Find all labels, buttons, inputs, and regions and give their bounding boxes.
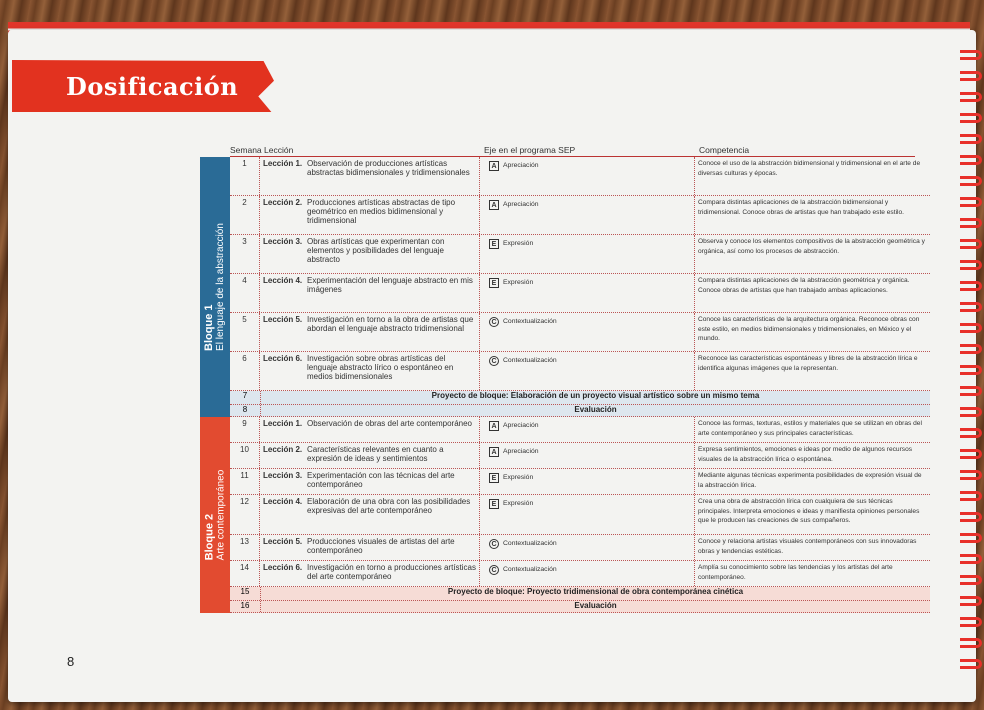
table-row xyxy=(230,561,930,587)
spiral-coil xyxy=(960,512,982,522)
lesson-text: Observación de obras del arte contemporáneo xyxy=(307,419,472,428)
table-row xyxy=(230,196,930,235)
lesson-number: Lección 6. xyxy=(263,354,303,363)
lesson-cell xyxy=(260,235,480,273)
competence-text: Amplía su conocimiento sobre las tendencias y los artistas del arte contemporáneo. xyxy=(698,564,893,581)
spiral-coil xyxy=(960,71,982,81)
lesson-text: Experimentación del lenguaje abstracto en mis imágenes xyxy=(307,276,473,294)
lesson-number: Lección 1. xyxy=(263,419,303,428)
expresion-icon: E xyxy=(489,239,499,249)
week-number: 1 xyxy=(230,157,260,195)
axis-label: Contextualización xyxy=(503,540,557,547)
lesson-number: Lección 4. xyxy=(263,497,303,506)
lesson-number: Lección 6. xyxy=(263,563,303,572)
lesson-text: Producciones artísticas abstractas de tipo geométrico en medios bidimensional y tridimensional xyxy=(307,198,456,225)
bloque-text xyxy=(204,470,226,561)
week-number: 5 xyxy=(230,313,260,351)
lesson-cell xyxy=(260,352,480,390)
axis-cell xyxy=(480,469,695,494)
spiral-coil xyxy=(960,428,982,438)
table-row xyxy=(230,469,930,495)
week-number: 2 xyxy=(230,196,260,234)
expresion-icon: E xyxy=(489,499,499,509)
bloque-text xyxy=(204,223,226,351)
lesson-number: Lección 5. xyxy=(263,315,303,324)
lesson-cell xyxy=(260,469,480,494)
spiral-coil xyxy=(960,491,982,501)
lesson-number: Lección 2. xyxy=(263,198,303,207)
table-span-row xyxy=(230,587,930,601)
spiral-coil xyxy=(960,386,982,396)
week-number: 8 xyxy=(230,405,261,416)
lesson-number: Lección 5. xyxy=(263,537,303,546)
axis-cell xyxy=(480,561,695,586)
axis-cell xyxy=(480,443,695,468)
axis-label: Contextualización xyxy=(503,566,557,573)
lesson-cell xyxy=(260,495,480,534)
axis-label: Expresión xyxy=(503,500,534,507)
week-number: 3 xyxy=(230,235,260,273)
apreciacion-icon: A xyxy=(489,161,499,171)
table-header xyxy=(200,143,930,157)
lesson-number: Lección 3. xyxy=(263,471,303,480)
spiral-coil xyxy=(960,218,982,228)
competence-text: Conoce las características de la arquitectura orgánica. Reconoce obras con este estilo, en medios bidimensionales y tridimensionales, en México y el mundo. xyxy=(698,316,920,342)
competence-text: Compara distintas aplicaciones de la abstracción bidimensional y tridimensional. Conoce obras de artistas que han trabajado este estilo. xyxy=(698,199,904,216)
header-competence: Competencia xyxy=(695,143,915,157)
lesson-cell xyxy=(260,561,480,586)
header-axis: Eje en el programa SEP xyxy=(480,143,695,157)
axis-label: Expresión xyxy=(503,240,534,247)
lesson-cell xyxy=(260,443,480,468)
table-row xyxy=(230,235,930,274)
contextualizacion-icon: C xyxy=(489,565,499,575)
spiral-coil xyxy=(960,92,982,102)
week-number: 12 xyxy=(230,495,260,534)
spiral-coil xyxy=(960,260,982,270)
lesson-text: Investigación en torno a producciones artísticas del arte contemporáneo xyxy=(307,563,476,581)
bloque-label-1 xyxy=(200,157,230,417)
expresion-icon: E xyxy=(489,278,499,288)
lesson-text: Observación de producciones artísticas abstractas bidimensionales y tridimensionales xyxy=(307,159,470,177)
lesson-cell xyxy=(260,274,480,312)
spiral-coil xyxy=(960,449,982,459)
apreciacion-icon: A xyxy=(489,447,499,457)
week-number: 16 xyxy=(230,601,261,612)
spiral-coil xyxy=(960,344,982,354)
spiral-coil xyxy=(960,50,982,60)
week-number: 4 xyxy=(230,274,260,312)
table-row xyxy=(230,535,930,561)
apreciacion-icon: A xyxy=(489,200,499,210)
spiral-coil xyxy=(960,176,982,186)
table-row xyxy=(230,157,930,196)
table-span-row xyxy=(230,601,930,613)
lesson-text: Investigación sobre obras artísticas del lenguaje abstracto lírico o espontáneo en medios bidimensionales xyxy=(307,354,454,381)
lesson-cell xyxy=(260,535,480,560)
competence-text: Reconoce las características espontáneas y libres de la abstracción lírica e identifica algunas imágenes que la representan. xyxy=(698,355,918,372)
competence-text: Observa y conoce los elementos compositivos de la abstracción geométrica y orgánica, así como los procesos de abstracción. xyxy=(698,238,925,255)
lesson-cell xyxy=(260,196,480,234)
bloque-title: Bloque 2 xyxy=(203,513,215,561)
week-number: 14 xyxy=(230,561,260,586)
competence-text: Expresa sentimientos, emociones e ideas por medio de algunos recursos visuales de la abstracción lírica o espontánea. xyxy=(698,446,913,463)
axis-label: Apreciación xyxy=(503,162,539,169)
table-row xyxy=(230,274,930,313)
lesson-cell xyxy=(260,157,480,195)
bloque-subtitle: El lenguaje de la abstracción xyxy=(215,223,226,351)
lesson-number: Lección 1. xyxy=(263,159,303,168)
contextualizacion-icon: C xyxy=(489,539,499,549)
spiral-coil xyxy=(960,638,982,648)
expresion-icon: E xyxy=(489,473,499,483)
span-text: Evaluación xyxy=(574,405,617,414)
lesson-text: Elaboración de una obra con las posibilidades expresivas del arte contemporáneo xyxy=(307,497,471,515)
axis-cell xyxy=(480,274,695,312)
competence-text: Conoce el uso de la abstracción bidimensional y tridimensional en el arte de diversas culturas y épocas. xyxy=(698,160,921,177)
spiral-coil xyxy=(960,596,982,606)
spiral-coil xyxy=(960,533,982,543)
axis-label: Expresión xyxy=(503,474,534,481)
page-number: 8 xyxy=(67,654,75,669)
contextualizacion-icon: C xyxy=(489,317,499,327)
competence-text: Mediante algunas técnicas experimenta posibilidades de expresión visual de la abstracción lírica. xyxy=(698,472,922,489)
spiral-coil xyxy=(960,575,982,585)
week-number: 11 xyxy=(230,469,260,494)
lesson-number: Lección 4. xyxy=(263,276,303,285)
spiral-coil xyxy=(960,617,982,627)
axis-label: Apreciación xyxy=(503,448,539,455)
axis-label: Contextualización xyxy=(503,318,557,325)
table-row xyxy=(230,313,930,352)
table-body xyxy=(230,157,930,613)
axis-cell xyxy=(480,495,695,534)
axis-label: Expresión xyxy=(503,279,534,286)
week-number: 9 xyxy=(230,417,260,442)
table-span-row xyxy=(230,405,930,417)
spiral-coil xyxy=(960,134,982,144)
span-text: Proyecto de bloque: Proyecto tridimensional de obra contemporánea cinética xyxy=(447,587,744,596)
span-text: Proyecto de bloque: Elaboración de un proyecto visual artístico sobre un mismo tema xyxy=(431,391,760,400)
lesson-number: Lección 3. xyxy=(263,237,303,246)
spiral-coil xyxy=(960,323,982,333)
table-row xyxy=(230,352,930,391)
spiral-coil xyxy=(960,197,982,207)
spiral-coil xyxy=(960,407,982,417)
lesson-number: Lección 2. xyxy=(263,445,303,454)
axis-cell xyxy=(480,235,695,273)
lesson-cell xyxy=(260,313,480,351)
spiral-binding xyxy=(958,50,984,690)
contextualizacion-icon: C xyxy=(489,356,499,366)
table-span-row xyxy=(230,391,930,405)
bloque-subtitle: Arte contemporáneo xyxy=(215,469,226,561)
span-text: Evaluación xyxy=(574,601,617,610)
week-number: 6 xyxy=(230,352,260,390)
spiral-coil xyxy=(960,554,982,564)
lesson-text: Investigación en torno a la obra de artistas que abordan el lenguaje abstracto tridimensional xyxy=(307,315,474,333)
table-row xyxy=(230,495,930,535)
bloque-title: Bloque 1 xyxy=(203,304,215,351)
axis-label: Apreciación xyxy=(503,201,539,208)
week-number: 10 xyxy=(230,443,260,468)
axis-cell xyxy=(480,535,695,560)
spiral-coil xyxy=(960,281,982,291)
competence-text: Conoce y relaciona artistas visuales contemporáneos con sus innovadoras obras y tendencias estéticas. xyxy=(698,538,917,555)
competence-text: Compara distintas aplicaciones de la abstracción geométrica y orgánica. Conoce obras de artistas que han trabajado ambas aplicaciones. xyxy=(698,277,910,294)
lesson-text: Experimentación con las técnicas del arte contemporáneo xyxy=(307,471,455,489)
axis-cell xyxy=(480,417,695,442)
header-week: Semana xyxy=(230,145,262,155)
axis-label: Apreciación xyxy=(503,422,539,429)
week-number: 7 xyxy=(230,391,261,404)
lesson-text: Características relevantes en cuanto a expresión de ideas y sentimientos xyxy=(307,445,444,463)
spiral-coil xyxy=(960,113,982,123)
header-lesson: Lección xyxy=(260,143,480,157)
spiral-coil xyxy=(960,659,982,669)
spiral-coil xyxy=(960,302,982,312)
week-number: 13 xyxy=(230,535,260,560)
axis-cell xyxy=(480,196,695,234)
competence-text: Crea una obra de abstracción lírica con cualquiera de sus técnicas principales. Interpreta emociones e ideas y manifiesta opiniones personales que le producen las creaciones de sus compañeros. xyxy=(698,498,920,524)
table-row xyxy=(230,443,930,469)
lesson-cell xyxy=(260,417,480,442)
page-title: Dosificación xyxy=(66,72,239,101)
lesson-text: Obras artísticas que experimentan con elementos y posibilidades del lenguaje abstracto xyxy=(307,237,445,264)
axis-cell xyxy=(480,157,695,195)
lesson-text: Producciones visuales de artistas del arte contemporáneo xyxy=(307,537,455,555)
axis-label: Contextualización xyxy=(503,357,557,364)
week-number: 15 xyxy=(230,587,261,600)
spiral-coil xyxy=(960,470,982,480)
spiral-coil xyxy=(960,239,982,249)
apreciacion-icon: A xyxy=(489,421,499,431)
competence-text: Conoce las formas, texturas, estilos y materiales que se utilizan en obras del arte contemporáneo y sus principales características. xyxy=(698,420,922,437)
table-row xyxy=(230,417,930,443)
spiral-coil xyxy=(960,155,982,165)
axis-cell xyxy=(480,313,695,351)
dosification-table xyxy=(200,143,930,610)
bloque-label-2 xyxy=(200,417,230,613)
spiral-coil xyxy=(960,365,982,375)
axis-cell xyxy=(480,352,695,390)
